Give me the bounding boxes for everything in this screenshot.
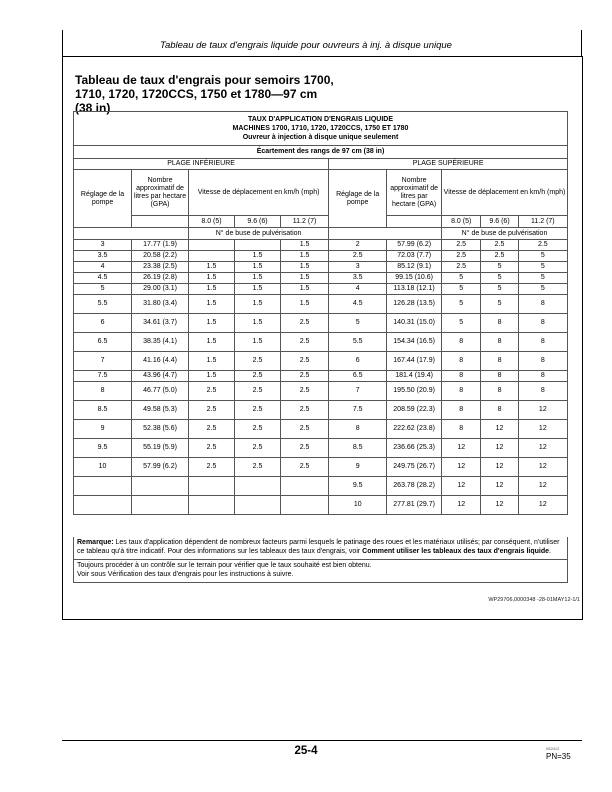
table-cell: 34.61 (3.7) xyxy=(132,314,189,333)
table-cell: 8 xyxy=(442,420,481,439)
table-cell: 12 xyxy=(481,496,518,515)
table-cell: 2.5 xyxy=(281,420,329,439)
table-cell: 1.5 xyxy=(235,333,281,352)
table-cell: 154.34 (16.5) xyxy=(387,333,442,352)
table-cell: 8 xyxy=(518,371,567,382)
table-cell xyxy=(74,477,132,496)
table-header xyxy=(74,112,568,146)
table-row xyxy=(74,477,568,496)
table-cell: 38.35 (4.1) xyxy=(132,333,189,352)
table-cell: 1.5 xyxy=(281,295,329,314)
table-cell: 4.5 xyxy=(74,273,132,284)
table-cell: 1.5 xyxy=(281,251,329,262)
table-cell: 5 xyxy=(442,295,481,314)
table-cell xyxy=(189,251,235,262)
remark-text: Les taux d'application dépendent de nombreux facteurs parmi lesquels le patinage des roues et les matériaux utilisés; par conséquent, n'utiliser ce tableau qu'à titre indicatif. Pour des informations sur les tableaux des taux d'engrais, voir xyxy=(77,539,560,555)
table-cell: 2.5 xyxy=(329,251,387,262)
table-cell: 2.5 xyxy=(442,240,481,251)
table-cell: 12 xyxy=(481,477,518,496)
blank-cell xyxy=(329,228,442,240)
table-cell: 2.5 xyxy=(281,314,329,333)
table-cell: 23.38 (2.5) xyxy=(132,262,189,273)
table-cell: 12 xyxy=(518,496,567,515)
table-cell: 72.03 (7.7) xyxy=(387,251,442,262)
table-cell: 5 xyxy=(518,284,567,295)
table-cell xyxy=(281,477,329,496)
table-cell: 5 xyxy=(481,284,518,295)
speed-header: 9.6 (6) xyxy=(235,216,281,228)
table-cell: 8 xyxy=(442,401,481,420)
table-header-line: Ouvreur à injection à disque unique seulement xyxy=(242,134,399,141)
table-cell: 7 xyxy=(74,352,132,371)
table-cell: 3 xyxy=(74,240,132,251)
table-cell: 8 xyxy=(442,382,481,401)
speed-header: 9.6 (6) xyxy=(481,216,518,228)
table-cell: 12 xyxy=(442,439,481,458)
remark-note xyxy=(73,537,568,560)
col-pump-setting: Réglage de la pompe xyxy=(74,170,132,228)
table-cell: 140.31 (15.0) xyxy=(387,314,442,333)
table-cell: 8 xyxy=(74,382,132,401)
table-cell: 12 xyxy=(518,458,567,477)
table-cell: 9 xyxy=(329,458,387,477)
table-cell: 2.5 xyxy=(442,251,481,262)
table-cell: 277.81 (29.7) xyxy=(387,496,442,515)
table-cell: 8 xyxy=(329,420,387,439)
table-cell: 7.5 xyxy=(74,371,132,382)
note-line: Voir sous Vérification des taux d'engrais pour les instructions à suivre. xyxy=(77,570,294,578)
table-cell: 1.5 xyxy=(235,273,281,284)
table-cell: 1.5 xyxy=(189,314,235,333)
table-cell: 263.78 (28.2) xyxy=(387,477,442,496)
remark-label: Remarque: xyxy=(77,539,114,546)
table-cell: 113.18 (12.1) xyxy=(387,284,442,295)
table-cell: 2.5 xyxy=(189,458,235,477)
table-cell: 10 xyxy=(74,458,132,477)
table-cell: 5 xyxy=(74,284,132,295)
table-cell: 52.38 (5.6) xyxy=(132,420,189,439)
table-cell: 1.5 xyxy=(189,371,235,382)
table-cell: 8 xyxy=(481,382,518,401)
title-line: Tableau de taux d'engrais pour semoirs 1700, xyxy=(75,73,334,87)
blank-cell xyxy=(132,216,189,228)
table-cell: 9.5 xyxy=(74,439,132,458)
table-row xyxy=(74,262,568,273)
table-cell: 6 xyxy=(329,352,387,371)
table-cell xyxy=(74,496,132,515)
table-cell: 8.5 xyxy=(74,401,132,420)
table-cell: 2.5 xyxy=(189,382,235,401)
table-cell: 2.5 xyxy=(235,352,281,371)
table-cell: 6.5 xyxy=(74,333,132,352)
table-row xyxy=(74,496,568,515)
row-spacing-label: Écartement des rangs de 97 cm (38 in) xyxy=(74,146,568,159)
table-cell: 5 xyxy=(481,262,518,273)
table-cell: 1.5 xyxy=(235,295,281,314)
table-cell: 181.4 (19.4) xyxy=(387,371,442,382)
table-cell: 5 xyxy=(481,273,518,284)
table-cell: 12 xyxy=(442,458,481,477)
table-header-line: MACHINES 1700, 1710, 1720, 1720CCS, 1750 ET 1780 xyxy=(232,125,409,132)
table-cell: 20.58 (2.2) xyxy=(132,251,189,262)
table-cell: 12 xyxy=(481,439,518,458)
table-cell: 7.5 xyxy=(329,401,387,420)
table-cell: 2.5 xyxy=(481,240,518,251)
table-cell: 9 xyxy=(74,420,132,439)
table-cell: 41.16 (4.4) xyxy=(132,352,189,371)
table-cell: 12 xyxy=(518,477,567,496)
table-row xyxy=(74,333,568,352)
table-cell: 26.19 (2.8) xyxy=(132,273,189,284)
remark-end: . xyxy=(549,547,551,555)
table-row xyxy=(74,251,568,262)
table-cell: 1.5 xyxy=(189,273,235,284)
table-cell: 2.5 xyxy=(281,439,329,458)
table-cell: 2.5 xyxy=(235,371,281,382)
table-cell: 2.5 xyxy=(481,251,518,262)
field-check-note xyxy=(73,560,568,583)
table-cell: 8 xyxy=(442,352,481,371)
table-cell: 2.5 xyxy=(518,240,567,251)
table-cell: 5 xyxy=(442,273,481,284)
table-cell: 2.5 xyxy=(281,333,329,352)
table-cell: 12 xyxy=(518,420,567,439)
table-cell: 2.5 xyxy=(235,439,281,458)
table-cell: 57.99 (6.2) xyxy=(387,240,442,251)
table-cell: 2.5 xyxy=(281,371,329,382)
table-row xyxy=(74,382,568,401)
table-cell: 29.00 (3.1) xyxy=(132,284,189,295)
table-cell: 12 xyxy=(518,401,567,420)
page-number: 25-4 xyxy=(294,745,318,757)
table-cell xyxy=(235,496,281,515)
table-row xyxy=(74,352,568,371)
table-cell: 5 xyxy=(442,314,481,333)
table-cell: 236.66 (25.3) xyxy=(387,439,442,458)
table-cell: 1.5 xyxy=(189,284,235,295)
table-cell: 1.5 xyxy=(235,251,281,262)
table-cell: 4.5 xyxy=(329,295,387,314)
table-cell: 2.5 xyxy=(235,401,281,420)
right-vertical-rule xyxy=(581,30,582,56)
table-cell xyxy=(235,477,281,496)
table-cell: 4 xyxy=(329,284,387,295)
table-cell: 6 xyxy=(74,314,132,333)
remark-link[interactable]: Comment utiliser les tableaux des taux d'engrais liquide xyxy=(362,547,549,555)
table-cell: 5.5 xyxy=(74,295,132,314)
table-cell: 208.59 (22.3) xyxy=(387,401,442,420)
table-cell: 5 xyxy=(518,251,567,262)
table-cell xyxy=(132,496,189,515)
title-line: 1710, 1720, 1720CCS, 1750 et 1780—97 cm xyxy=(75,87,318,101)
table-cell xyxy=(235,240,281,251)
table-cell: 2 xyxy=(329,240,387,251)
table-cell: 2.5 xyxy=(281,458,329,477)
table-cell xyxy=(132,477,189,496)
rate-table xyxy=(73,111,568,515)
table-cell: 1.5 xyxy=(235,314,281,333)
table-cell: 8 xyxy=(442,371,481,382)
table-cell: 2.5 xyxy=(281,352,329,371)
table-row xyxy=(74,295,568,314)
table-cell: 2.5 xyxy=(442,262,481,273)
pn-label: PN=35 xyxy=(546,752,571,761)
table-cell: 8 xyxy=(518,333,567,352)
small-code: 052412 xyxy=(546,746,560,751)
left-vertical-rule xyxy=(62,30,63,56)
table-cell: 8 xyxy=(481,333,518,352)
table-cell: 12 xyxy=(442,496,481,515)
table-cell: 57.99 (6.2) xyxy=(132,458,189,477)
table-cell: 5 xyxy=(518,273,567,284)
table-cell: 9.5 xyxy=(329,477,387,496)
table-cell: 2.5 xyxy=(281,401,329,420)
table-cell: 2.5 xyxy=(189,420,235,439)
table-cell: 5 xyxy=(481,295,518,314)
table-cell: 12 xyxy=(518,439,567,458)
table-cell: 3.5 xyxy=(329,273,387,284)
table-cell: 1.5 xyxy=(189,352,235,371)
table-cell: 1.5 xyxy=(235,284,281,295)
table-cell: 8 xyxy=(518,295,567,314)
table-row xyxy=(74,458,568,477)
blank-cell xyxy=(387,216,442,228)
running-head: Tableau de taux d'engrais liquide pour ouvreurs à inj. à disque unique xyxy=(160,40,452,51)
table-cell: 85.12 (9.1) xyxy=(387,262,442,273)
table-row xyxy=(74,240,568,251)
nozzle-label: N° de buse de pulvérisation xyxy=(189,228,329,240)
table-cell: 99.15 (10.6) xyxy=(387,273,442,284)
table-cell: 8 xyxy=(481,401,518,420)
table-cell: 1.5 xyxy=(281,284,329,295)
table-cell xyxy=(281,496,329,515)
table-cell: 8 xyxy=(518,352,567,371)
table-cell xyxy=(189,496,235,515)
speed-header: 8.0 (5) xyxy=(189,216,235,228)
col-speed: Vitesse de déplacement en km/h (mph) xyxy=(189,170,329,216)
table-cell: 126.28 (13.5) xyxy=(387,295,442,314)
speed-header: 11.2 (7) xyxy=(518,216,567,228)
table-cell: 5.5 xyxy=(329,333,387,352)
col-liters-per-hectare: Nombre approximatif de litres par hectare (GPA) xyxy=(387,170,442,216)
table-cell: 195.50 (20.9) xyxy=(387,382,442,401)
table-cell: 17.77 (1.9) xyxy=(132,240,189,251)
table-cell: 1.5 xyxy=(189,295,235,314)
table-row xyxy=(74,439,568,458)
col-liters-per-hectare: Nombre approximatif de litres par hectare (GPA) xyxy=(132,170,189,216)
nozzle-label: N° de buse de pulvérisation xyxy=(442,228,568,240)
table-cell: 8 xyxy=(481,352,518,371)
table-cell: 167.44 (17.9) xyxy=(387,352,442,371)
table-cell: 1.5 xyxy=(189,262,235,273)
speed-header: 8.0 (5) xyxy=(442,216,481,228)
col-pump-setting: Réglage de la pompe xyxy=(329,170,387,228)
range-lower-label: PLAGE INFÉRIEURE xyxy=(74,159,329,170)
note-line: Toujours procéder à un contrôle sur le terrain pour vérifier que le taux souhaité est bien obtenu. xyxy=(77,562,372,569)
table-cell: 12 xyxy=(442,477,481,496)
table-row xyxy=(74,284,568,295)
table-cell: 10 xyxy=(329,496,387,515)
table-cell: 8.5 xyxy=(329,439,387,458)
table-cell: 8 xyxy=(442,333,481,352)
table-cell: 8 xyxy=(518,314,567,333)
table-cell: 2.5 xyxy=(189,439,235,458)
table-cell: 222.62 (23.8) xyxy=(387,420,442,439)
table-cell: 1.5 xyxy=(189,333,235,352)
table-cell: 2.5 xyxy=(235,382,281,401)
table-cell: 8 xyxy=(481,314,518,333)
table-cell: 8 xyxy=(481,371,518,382)
table-cell: 55.19 (5.9) xyxy=(132,439,189,458)
table-cell: 3.5 xyxy=(74,251,132,262)
table-cell: 12 xyxy=(481,420,518,439)
table-row xyxy=(74,273,568,284)
table-row xyxy=(74,401,568,420)
table-cell: 5 xyxy=(442,284,481,295)
table-cell xyxy=(189,240,235,251)
table-cell: 1.5 xyxy=(281,273,329,284)
blank-cell xyxy=(74,228,189,240)
speed-header: 11.2 (7) xyxy=(281,216,329,228)
table-cell: 4 xyxy=(74,262,132,273)
table-cell: 8 xyxy=(518,382,567,401)
table-cell: 1.5 xyxy=(235,262,281,273)
table-cell: 1.5 xyxy=(281,262,329,273)
table-cell: 249.75 (26.7) xyxy=(387,458,442,477)
table-cell: 6.5 xyxy=(329,371,387,382)
table-cell: 2.5 xyxy=(189,401,235,420)
table-cell: 7 xyxy=(329,382,387,401)
table-cell: 31.80 (3.4) xyxy=(132,295,189,314)
table-cell xyxy=(189,477,235,496)
table-cell: 5 xyxy=(518,262,567,273)
table-cell: 1.5 xyxy=(281,240,329,251)
table-cell: 5 xyxy=(329,314,387,333)
table-header-line: TAUX D'APPLICATION D'ENGRAIS LIQUIDE xyxy=(247,116,394,123)
table-cell: 3 xyxy=(329,262,387,273)
bottom-rule xyxy=(62,740,582,741)
col-speed: Vitesse de déplacement en km/h (mph) xyxy=(442,170,568,216)
table-row xyxy=(74,371,568,382)
page-title xyxy=(75,73,375,115)
table-cell: 2.5 xyxy=(235,420,281,439)
table-cell: 2.5 xyxy=(235,458,281,477)
table-cell: 2.5 xyxy=(281,382,329,401)
table-cell: 43.96 (4.7) xyxy=(132,371,189,382)
table-cell: 49.58 (5.3) xyxy=(132,401,189,420)
table-cell: 12 xyxy=(481,458,518,477)
range-upper-label: PLAGE SUPÉRIEURE xyxy=(329,159,568,170)
document-code: WP29706,0000348 -28-01MAY12-1/1 xyxy=(488,597,580,603)
title-line: (38 in) xyxy=(75,101,111,115)
remarks-block xyxy=(73,537,568,583)
table-row xyxy=(74,420,568,439)
table-cell: 46.77 (5.0) xyxy=(132,382,189,401)
table-row xyxy=(74,314,568,333)
